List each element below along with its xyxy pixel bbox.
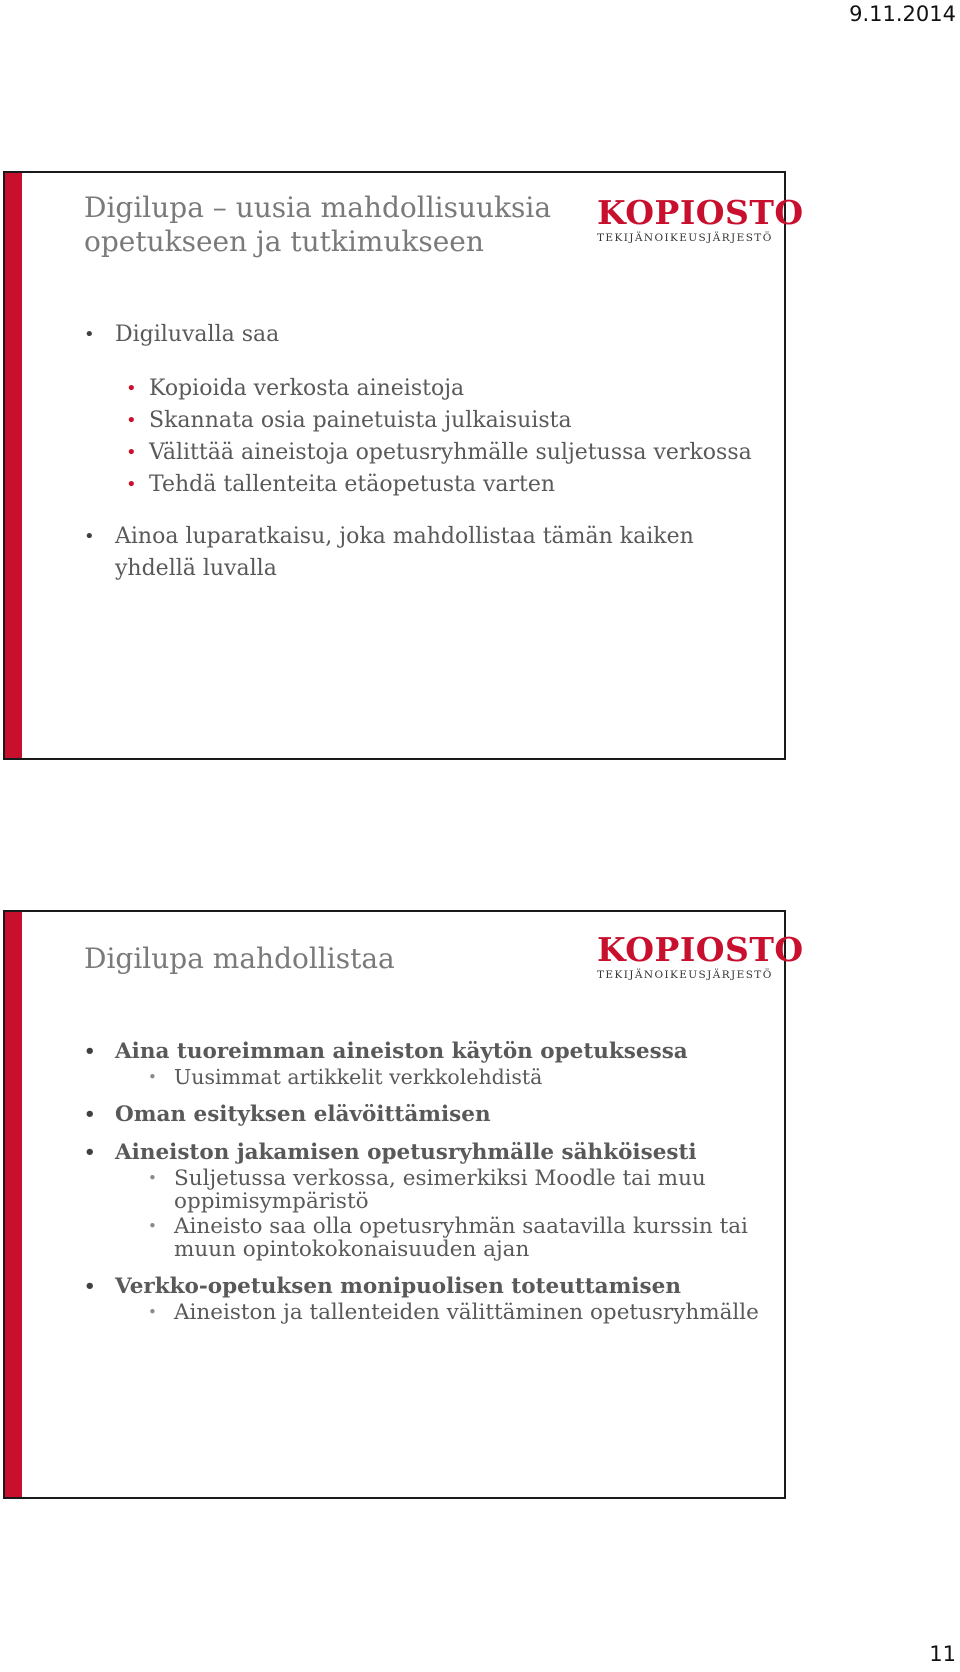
list-item: • Kopioida verkosta aineistoja [126,373,764,405]
slide-title: Digilupa – uusia mahdollisuuksia opetukseen ja tutkimukseen [84,191,552,258]
slide-content [84,1040,764,1338]
bullet-item: • Aineiston jakamisen opetusryhmälle sähköisesti [84,1141,764,1165]
page-number: 11 [929,1642,956,1666]
sub-bullet-item: • Aineiston ja tallenteiden välittäminen opetusryhmälle [148,1301,764,1324]
page-date: 9.11.2014 [849,2,956,26]
list-item: • Tehdä tallenteita etäopetusta varten [126,469,764,501]
logo-wordmark: KOPIOSTO [597,930,804,969]
bullet-item: • Verkko-opetuksen monipuolisen toteuttamisen [84,1275,764,1299]
logo-tagline: TEKIJÄNOIKEUSJÄRJESTÖ [597,969,773,981]
bullet-item: • Ainoa luparatkaisu, joka mahdollistaa tämän kaiken yhdellä luvalla [84,521,764,585]
bullet-item: • Oman esityksen elävöittämisen [84,1103,764,1127]
slide-1 [3,171,804,760]
list-item: • Välittää aineistoja opetusryhmälle suljetussa verkossa [126,437,764,469]
logo-tagline: TEKIJÄNOIKEUSJÄRJESTÖ [597,232,773,244]
sub-bullet-item: • Suljetussa verkossa, esimerkiksi Moodle tai muu oppimisympäristö [148,1167,764,1213]
logo-wordmark: KOPIOSTO [597,193,804,232]
bullet-item: • Digiluvalla saa [84,319,764,351]
list-item: • Skannata osia painetuista julkaisuista [126,405,764,437]
slide-2 [3,910,804,1499]
slide-accent-bar [5,173,22,758]
slide-content [84,319,764,585]
sub-bullet-item: • Aineisto saa olla opetusryhmän saatavilla kurssin tai muun opintokokonaisuuden ajan [148,1215,764,1261]
sub-bullet-item: • Uusimmat artikkelit verkkolehdistä [148,1066,764,1089]
bullet-item: • Aina tuoreimman aineiston käytön opetuksessa [84,1040,764,1064]
kopiosto-logo [597,930,804,981]
slide-title: Digilupa mahdollistaa [84,942,395,975]
kopiosto-logo [597,193,804,244]
permission-list [84,373,764,501]
slide-accent-bar [5,912,22,1497]
